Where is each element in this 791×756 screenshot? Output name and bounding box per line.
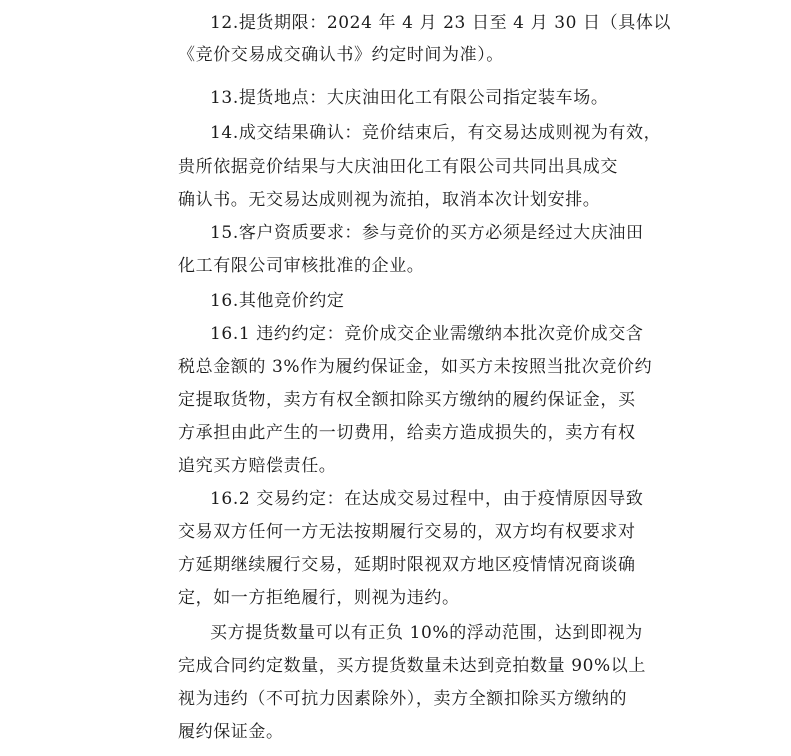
text-line: 14.成交结果确认：竞价结束后，有交易达成则视为有效， xyxy=(210,123,662,143)
text-line: 追究买方赔偿责任。 xyxy=(178,456,337,476)
text-line: 确认书。无交易达成则视为流拍，取消本次计划安排。 xyxy=(178,190,601,210)
text-line: 12.提货期限：2024 年 4 月 23 日至 4 月 30 日（具体以 xyxy=(210,13,672,33)
text-line: 税总金额的 3%作为履约保证金，如买方未按照当批次竞价约 xyxy=(178,357,653,377)
text-line: 履约保证金。 xyxy=(178,722,284,742)
text-line: 16.其他竞价约定 xyxy=(210,291,345,311)
text-line: 完成合同约定数量，买方提货数量未达到竞拍数量 90%以上 xyxy=(178,656,646,676)
text-line: 视为违约（不可抗力因素除外），卖方全额扣除买方缴纳的 xyxy=(178,689,628,709)
text-line: 15.客户资质要求：参与竞价的买方必须是经过大庆油田 xyxy=(210,223,644,243)
text-line: 《竞价交易成交确认书》约定时间为准）。 xyxy=(178,45,504,65)
text-line: 16.2 交易约定：在达成交易过程中，由于疫情原因导致 xyxy=(210,489,644,509)
text-line: 交易双方任何一方无法按期履行交易的，双方均有权要求对 xyxy=(178,522,636,542)
text-line: 定，如一方拒绝履行，则视为违约。 xyxy=(178,588,460,608)
text-line: 买方提货数量可以有正负 10%的浮动范围，达到即视为 xyxy=(210,623,643,643)
text-line: 定提取货物，卖方有权全额扣除买方缴纳的履约保证金，买 xyxy=(178,390,636,410)
text-line: 16.1 违约约定：竞价成交企业需缴纳本批次竞价成交含 xyxy=(210,324,644,344)
text-line: 化工有限公司审核批准的企业。 xyxy=(178,256,425,276)
text-line: 方承担由此产生的一切费用，给卖方造成损失的，卖方有权 xyxy=(178,423,636,443)
text-line: 贵所依据竞价结果与大庆油田化工有限公司共同出具成交 xyxy=(178,157,618,177)
text-line: 方延期继续履行交易，延期时限视双方地区疫情情况商谈确 xyxy=(178,555,636,575)
text-line: 13.提货地点：大庆油田化工有限公司指定装车场。 xyxy=(210,88,609,108)
